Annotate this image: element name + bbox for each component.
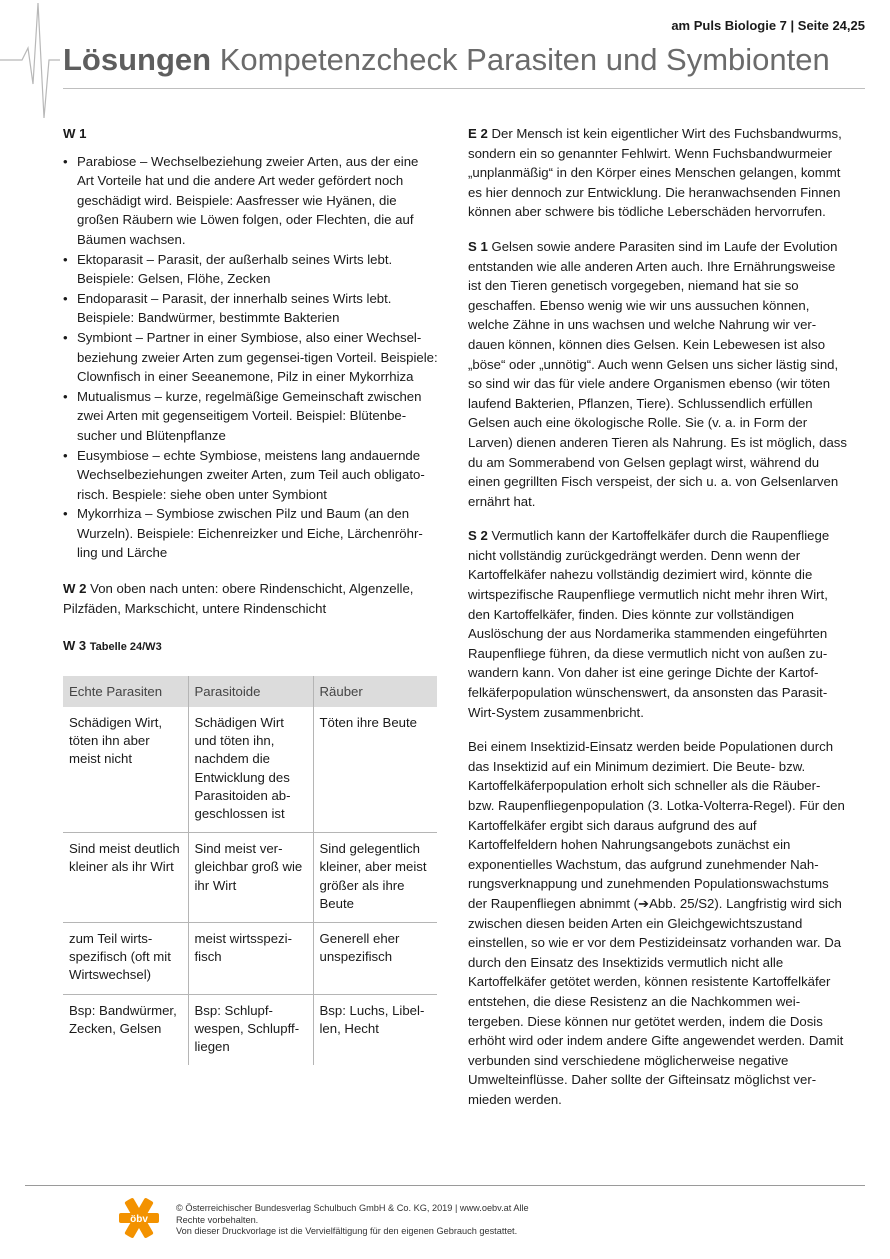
list-item: • Eusymbiose – echte Symbiose, meistens lang andauernde Wechselbeziehungen zweiter Arten, zum Teil auch obligatorisch. Bespiele: siehe oben unter Symbiont (63, 446, 438, 505)
w3-heading (63, 636, 438, 658)
table-row (63, 707, 437, 833)
w3-label: W 3 (63, 638, 87, 654)
w2-text: Von oben nach unten: obere Rindenschicht, Algenzelle, Pilzfäden, Markschicht, untere Rindenschicht (63, 581, 414, 616)
list-item: • Symbiont – Partner in einer Symbiose, also einer Wechselbeziehung zweier Arten zum gegensei-tigen Vorteil. Beispiele: Clownfisch in einer Seeanemone, Pilz in einer Mykorrhiza (63, 328, 438, 387)
e2-text: Der Mensch ist kein eigentlicher Wirt des Fuchsbandwurms, sondern ein so genannter Fehlwirt. Wenn Fuchsbandwurmeier „unplanmäßig“ in den Körper eines Menschen gelangen, kommt es hier dennoch zur Entwicklung. Die heranwachsenden Finnen können aber schwere bis tödliche Leberschäden hervorrufen. (468, 126, 842, 220)
table-cell: Bsp: Luchs, Libellen, Hecht (313, 994, 437, 1065)
copyright-line: Von dieser Druckvorlage ist die Vervielfältigung für den eigenen Gebrauch gestattet. (176, 1226, 518, 1237)
title-divider (63, 88, 865, 89)
title-bold: Lösungen (63, 42, 212, 77)
table-cell: Bsp: Schlupfwespen, Schlupffliegen (188, 994, 313, 1065)
table-cell: Bsp: Bandwürmer, Zecken, Gelsen (63, 994, 188, 1065)
list-item: • Endoparasit – Parasit, der innerhalb seines Wirts lebt. Beispiele: Bandwürmer, bestimmte Bakterien (63, 289, 438, 328)
e2-paragraph (468, 124, 848, 222)
s1-label: S 1 (468, 238, 488, 254)
list-item: • Mykorrhiza – Symbiose zwischen Pilz und Baum (an den Wurzeln). Beispiele: Eichenreizker und Eiche, Lärchenröhrling und Lärche (63, 504, 438, 563)
w2-label: W 2 (63, 581, 87, 597)
table-row (63, 833, 437, 923)
pulse-line-icon (0, 0, 60, 120)
table-cell: meist wirtsspezifisch (188, 923, 313, 995)
w3-table-caption: Tabelle 24/W3 (89, 641, 162, 654)
right-column (468, 124, 848, 1125)
table-header-row (63, 676, 437, 707)
s1-paragraph (468, 237, 848, 511)
footer-divider (25, 1185, 865, 1186)
table-cell: Sind gelegentlich kleiner, aber meist größer als ihre Beute (313, 833, 437, 923)
s2-label: S 2 (468, 528, 488, 544)
w1-list (63, 152, 438, 563)
page-title (63, 42, 830, 78)
oebv-logo-icon (118, 1196, 160, 1240)
copyright-notice (176, 1203, 529, 1238)
e2-label: E 2 (468, 126, 488, 141)
list-item: • Mutualismus – kurze, regelmäßige Gemeinschaft zwischen zwei Arten mit gegenseitigem Vorteil. Beispiel: Blütenbesucher und Blütenpflanze (63, 387, 438, 446)
table-row (63, 994, 437, 1065)
s1-text: Gelsen sowie andere Parasiten sind im Laufe der Evolution entstanden wie alle anderen Arten auch. Ihre Ernährungsweise ist den Tieren genetisch vorgegeben, niemand hat sie so geschaffen. Ebenso wenig wie wir uns aussuchen können, welche Zähne in uns wachsen und welche Nahrung wir verdauen können, können dies Gelsen. Kein Lebewesen ist also „böse“ oder „unnötig“. Auch wenn Gelsen uns sicher lästig sind, so sind wir das für viele andere Organismen ebenso (wir töten laufend Bakterien, Pflanzen, Tiere). Schlussendlich erfüllen Gelsen auch eine ökologische Rolle. Sie (v. a. in Form der Larven) dienen anderen Tieren als Nahrung. Es ist möglich, dass du am Sommerabend von Gelsen geplagt wirst, während du einen gegrillten Fisch verspeist, der sich u. a. von Gelsenlarven ernährt hat. (468, 238, 847, 509)
column-header: Echte Parasiten (63, 676, 188, 707)
column-header: Räuber (313, 676, 437, 707)
table-cell: Sind meist deutlich kleiner als ihr Wirt (63, 833, 188, 923)
s2-paragraph-2: Bei einem Insektizid-Einsatz werden beide Populationen durch das Insektizid auf ein Minimum dezimiert. Die Beute- bzw. Kartoffelkäferpopulation erholt sich schneller als die Räuber- bzw. Raupenfliegenpopulation (3. Lotka-Volterra-Regel). Für den Kartoffelkäfer ergibt sich daraus aufgrund des auf Kartoffelfeldern hohen Nahrungsangebots zunächst ein exponentielles Wachstum, das aufgrund zunehmender Nahrungsverknappung und zunehmenden Populationswachstums der Raupenfliegen abnimmt (➔Abb. 25/S2). Langfristig wird sich zwischen diesen beiden Arten ein Gleichgewichtszustand einstellen, so wie er vor dem Pestizideinsatz vorhanden war. Da durch den Einsatz des Insektizids vermutlich nicht alle Kartoffelkäfer getötet werden, können resistente Kartoffelkäfer entstehen, die diese Resistenz an die Nachkommen weitergeben. Diese können nur getötet werden, indem die Dosis erhöht wird oder indem andere Gifte angewendet werden. Damit verbunden sind verschiedene möglicherweise negative Umwelteinflüsse. Daher sollte der Gifteinsatz möglichst vermieden werden. (468, 739, 845, 1107)
copyright-line: Rechte vorbehalten. (176, 1214, 259, 1225)
table-cell: Töten ihre Beute (313, 707, 437, 833)
w1-label: W 1 (63, 126, 87, 141)
copyright-line: © Österreichischer Bundesverlag Schulbuch GmbH & Co. KG, 2019 | www.oebv.at Alle (176, 1203, 529, 1213)
table-cell: Sind meist vergleichbar groß wie ihr Wirt (188, 833, 313, 923)
title-rest: Kompetenzcheck Parasiten und Symbionten (219, 42, 830, 77)
s2-text: Vermutlich kann der Kartoffelkäfer durch die Raupenfliege nicht vollständig zurückgedrängt werden. Denn wenn der Kartoffelkäfer nahezu vollständig dezimiert wird, könnte die wirtspezifische Raupenfliege vermutlich nicht mehr ihren Wirt, den Kartoffelkäfer, finden. Dies könnte zur vollständigen Auslöschung der aus Nordamerika stammenden eingeführten Raupenfliege führen, da diese vermutlich nicht von außen zuwandern kann. Von daher ist eine geringe Dichte der Kartoffelkäferpopulation wünschenswert, da ansonsten das Parasit-Wirt-System zusammenbricht. (468, 528, 830, 720)
table-cell: Schädigen Wirt, töten ihn aber meist nicht (69, 715, 163, 767)
left-column (63, 124, 438, 1065)
table-cell: zum Teil wirtsspezifisch (oft mit Wirtswechsel) (63, 923, 188, 995)
list-item: • Parabiose – Wechselbeziehung zweier Arten, aus der eine Art Vorteile hat und die andere Art weder gefördert noch geschädigt wird. Beispiele: Aasfresser wie Hyänen, die großen Räubern wie Löwen folgen, oder Flechten, die auf Bäumen wachsen. (63, 152, 438, 250)
column-header: Parasitoide (188, 676, 313, 707)
table-cell: Generell eher unspezifisch (313, 923, 437, 995)
list-item: • Ektoparasit – Parasit, der außerhalb seines Wirts lebt. Beispiele: Gelsen, Flöhe, Zecken (63, 250, 438, 289)
parasite-comparison-table (63, 676, 437, 1065)
logo-text: öbv (130, 1214, 148, 1225)
table-row (63, 923, 437, 995)
s2-paragraph (468, 526, 848, 722)
table-cell: Schädigen Wirt und töten ihn, nachdem die Entwicklung des Parasitoiden abgeschlossen ist (188, 707, 313, 833)
w2-paragraph (63, 579, 438, 618)
page-reference: am Puls Biologie 7 | Seite 24,25 (671, 18, 865, 33)
